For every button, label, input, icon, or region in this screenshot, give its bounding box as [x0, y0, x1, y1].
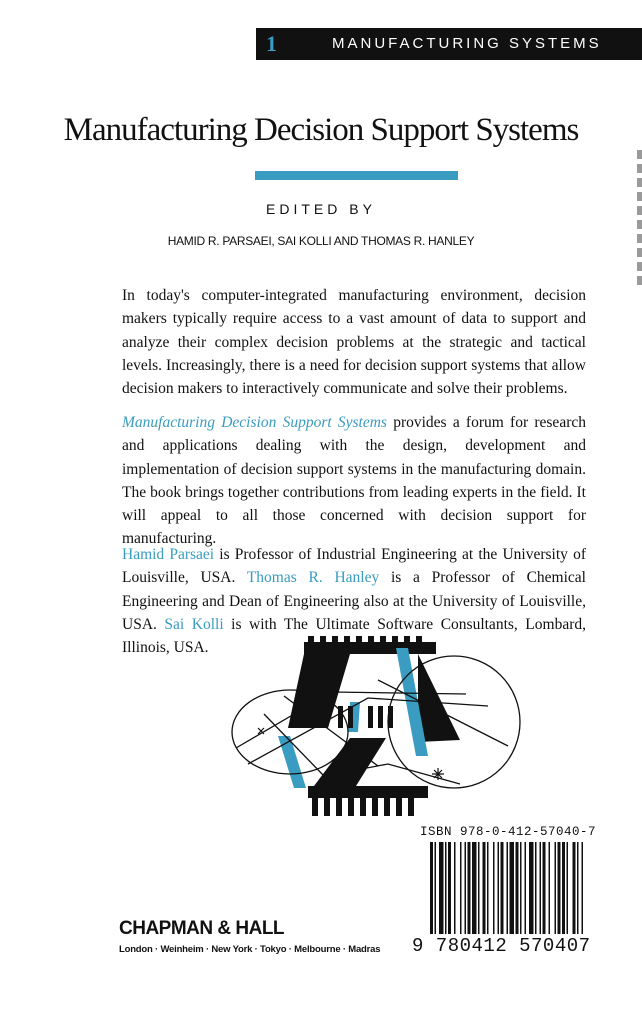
barcode-bar [540, 842, 542, 934]
title-underline [255, 171, 458, 180]
barcode-bar [510, 842, 515, 934]
barcode-bar [454, 842, 456, 934]
barcode-bar [520, 842, 522, 934]
spine-edge [637, 150, 642, 290]
author-name: Sai Kolli [164, 615, 224, 633]
barcode-bar [487, 842, 489, 934]
barcode-bar [573, 842, 576, 934]
publisher-name: CHAPMAN & HALL [119, 918, 285, 939]
publisher-cities: London · Weinheim · New York · Tokyo · Melbourne · Madras [119, 944, 381, 955]
barcode-bar [435, 842, 437, 934]
barcode-bar [493, 842, 495, 934]
series-banner [256, 28, 642, 60]
book-title: Manufacturing Decision Support Systems [63, 112, 579, 148]
series-number: 1 [266, 31, 277, 56]
barcode-bar [498, 842, 500, 934]
barcode-bar [465, 842, 467, 934]
barcode-bar [567, 842, 569, 934]
barcode-bar [483, 842, 486, 934]
author-bio: is a Professor of Chemical Engineering and Dean of Engineering also at the University of Louisville, USA. [122, 569, 586, 633]
barcode-bar [525, 842, 527, 934]
barcode-bar [460, 842, 462, 934]
barcode-bar [501, 842, 504, 934]
barcode-bar [562, 842, 565, 934]
barcode-bar [468, 842, 471, 934]
barcode-bar [549, 842, 551, 934]
blurb-paragraph-1: In today's computer-integrated manufacturing environment, decision makers typically require access to a vast amount of data to support and analyze their complex decision problems at the strategic and tactical levels. Increasingly, there is a need for decision support systems that allow decision makers to interactively communicate and solve their problems. [122, 287, 586, 398]
barcode-bar [516, 842, 519, 934]
barcode-bar [577, 842, 579, 934]
barcode-bar [535, 842, 537, 934]
blurb-paragraph-2-text: provides a forum for research and applications dealing with the design, development and implementation of decision support systems in the manufacturing domain. The book brings together contributions from leading experts in the field. It will appeal to all those concerned with decision support for manufacturing. [122, 414, 586, 548]
barcode-bar [445, 842, 447, 934]
barcode-bar [582, 842, 584, 934]
series-name: MANUFACTURING SYSTEMS [332, 35, 602, 52]
barcode-bar [558, 842, 561, 934]
barcode-bar [507, 842, 509, 934]
author-name: Hamid Parsaei [122, 546, 215, 563]
barcode-bar [472, 842, 477, 934]
barcode-bar [529, 842, 534, 934]
book-title-reference: Manufacturing Decision Support Systems [122, 414, 387, 431]
author-bio: is Professor of Industrial Engineering at the University of Louisville, USA. [122, 546, 586, 587]
barcode-digits: 9 780412 570407 [412, 935, 591, 957]
barcode [430, 842, 626, 940]
author-name: Thomas R. Hanley [246, 569, 380, 587]
author-bio: is with The Ultimate Software Consultants, Lombard, Illinois, USA. [122, 615, 586, 657]
barcode-bar [555, 842, 557, 934]
blurb-paragraph-2 [122, 411, 586, 551]
editors-line: HAMID R. PARSAEI, SAI KOLLI AND THOMAS R. HANLEY [167, 234, 475, 248]
isbn-label: ISBN 978-0-412-57040-7 [420, 825, 597, 839]
barcode-bar [448, 842, 451, 934]
series-illustration [228, 636, 524, 822]
barcode-bar [543, 842, 546, 934]
barcode-bar [439, 842, 444, 934]
barcode-bar [430, 842, 433, 934]
barcode-bar [478, 842, 480, 934]
edited-by-label: EDITED BY [266, 201, 376, 217]
